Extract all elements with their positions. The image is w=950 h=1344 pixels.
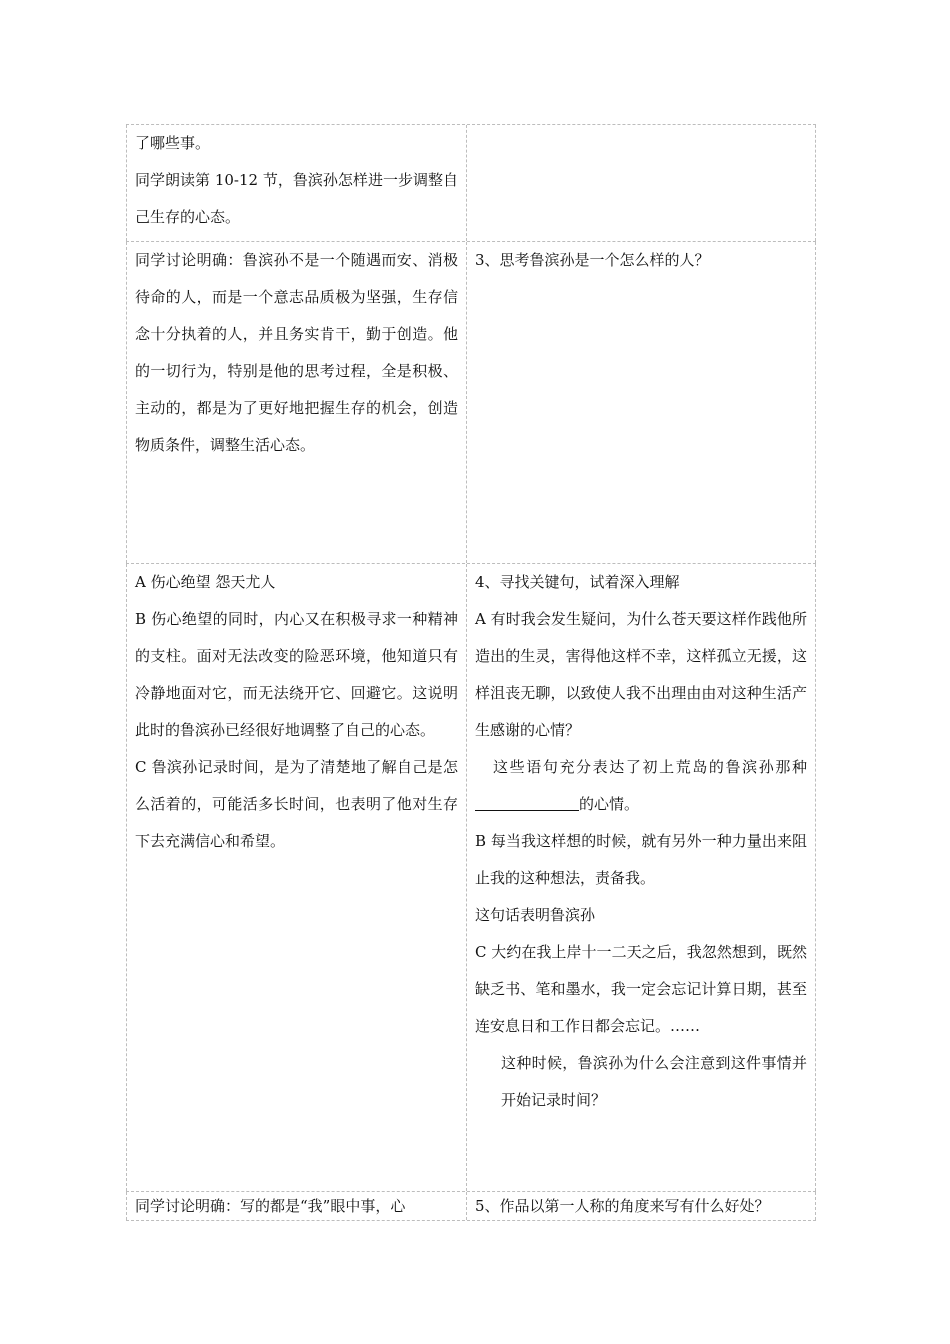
- answer-b: B 伤心绝望的同时，内心又在积极寻求一种精神的支柱。面对无法改变的险恶环境，他知道只有冷静地面对它，而无法绕开它、回避它。这说明此时的鲁滨孙已经很好地调整了自己的心态。: [135, 610, 458, 739]
- quote-b-note: 这句话表明鲁滨孙: [475, 906, 596, 924]
- quote-a: A 有时我会发生疑问，为什么苍天要这样作践他所造出的生灵，害得他这样不幸，这样孤立无援，这样沮丧无聊，以致使人我不出理由由对这种生活产生感谢的心情？: [475, 610, 807, 739]
- table-cell-right: [466, 242, 816, 563]
- lesson-table: [126, 124, 816, 1221]
- table-row: [126, 124, 816, 241]
- cell-text: 同学讨论明确：写的都是“我”眼中事，心: [135, 1197, 406, 1215]
- table-row: [126, 1191, 816, 1221]
- table-cell-right: [466, 1192, 816, 1220]
- quote-b: B 每当我这样想的时候，就有另外一种力量出来阻止我的这种想法，责备我。: [475, 832, 807, 887]
- fill-in-blank[interactable]: [475, 790, 579, 811]
- table-cell-left: [126, 564, 466, 1191]
- table-cell-left: [126, 1192, 466, 1220]
- answer-c: C 鲁滨孙记录时间，是为了清楚地了解自己是怎么活着的，可能活多长时间，也表明了他对生存下去充满信心和希望。: [135, 758, 458, 850]
- table-row: [126, 241, 816, 563]
- cell-text: 同学讨论明确：鲁滨孙不是一个随遇而安、消极待命的人，而是一个意志品质极为坚强，生存信念十分执着的人，并且务实肯干，勤于创造。他的一切行为，特别是他的思考过程，全是积极、主动的，都是为了更好地把握生存的机会，创造物质条件，调整生活心态。: [135, 251, 458, 454]
- table-row: [126, 563, 816, 1191]
- note-text: 这些语句充分表达了初上荒岛的鲁滨孙那种: [493, 758, 807, 776]
- table-cell-left: [126, 242, 466, 563]
- table-cell-right: [466, 564, 816, 1191]
- cell-text: 了哪些事。: [135, 134, 211, 152]
- note-text: 的心情。: [579, 795, 640, 813]
- question-3: 3、思考鲁滨孙是一个怎么样的人？: [475, 251, 710, 269]
- quote-c-note: 这种时候，鲁滨孙为什么会注意到这件事情并开始记录时间？: [501, 1054, 807, 1109]
- question-4-title: 4、寻找关键句，试着深入理解: [475, 573, 680, 591]
- table-cell-right: [466, 125, 816, 241]
- quote-a-note: [475, 749, 807, 823]
- cell-text: 同学朗读第 10-12 节，鲁滨孙怎样进一步调整自己生存的心态。: [135, 171, 458, 226]
- table-cell-left: [126, 125, 466, 241]
- question-5: 5、作品以第一人称的角度来写有什么好处？: [475, 1197, 770, 1215]
- answer-a: A 伤心绝望 怨天尤人: [135, 573, 276, 591]
- quote-c: C 大约在我上岸十一二天之后，我忽然想到，既然缺乏书、笔和墨水，我一定会忘记计算日期，甚至连安息日和工作日都会忘记。……: [475, 943, 807, 1035]
